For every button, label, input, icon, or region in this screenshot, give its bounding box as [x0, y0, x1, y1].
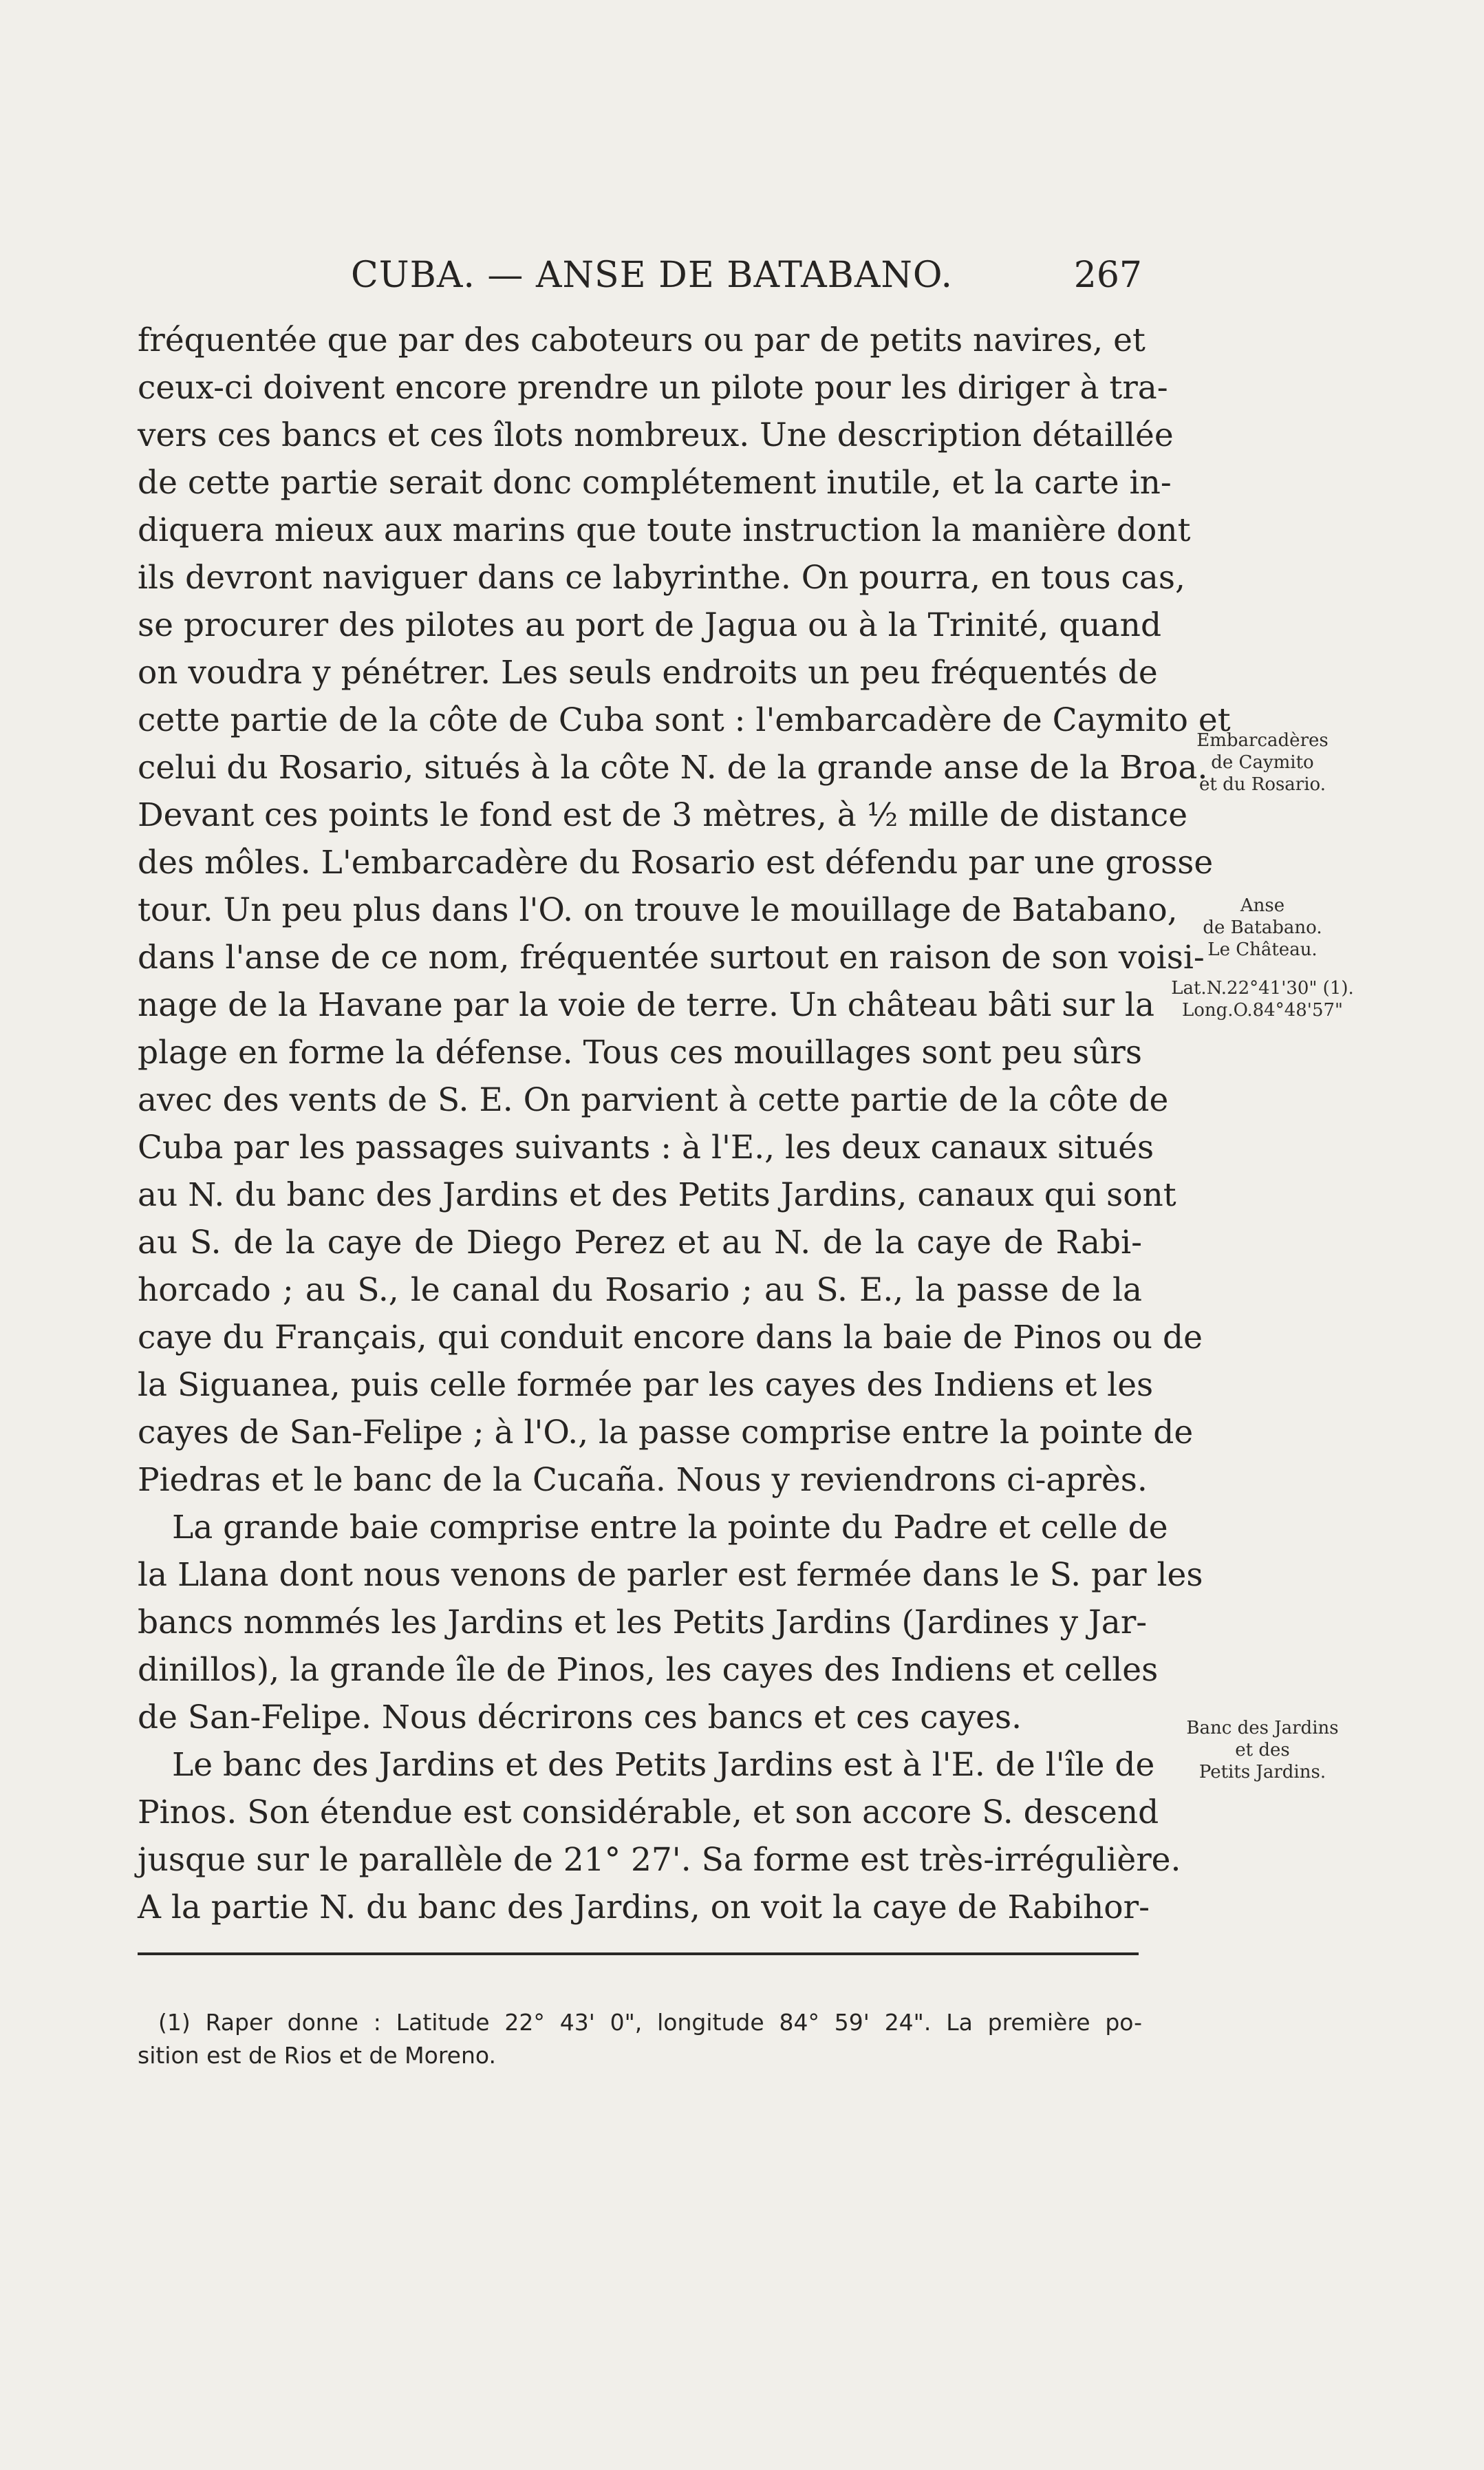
text-line: jusque sur le parallèle de 21° 27'. Sa forme est très-irrégulière.	[138, 1841, 1181, 1879]
text-line: celui du Rosario, situés à la côte N. de la grande anse de la Broa.	[138, 749, 1208, 787]
text-line: avec des vents de S. E. On parvient à cette partie de la côte de	[138, 1081, 1169, 1119]
margin-note-banc	[1149, 1717, 1376, 1783]
text-line: A la partie N. du banc des Jardins, on voit la caye de Rabihor-	[138, 1888, 1150, 1926]
text-line: cayes de San-Felipe ; à l'O., la passe comprise entre la pointe de	[138, 1414, 1194, 1451]
margin-note-line: Anse	[1240, 895, 1285, 916]
text-line: Piedras et le banc de la Cucaña. Nous y reviendrons ci-après.	[138, 1461, 1148, 1499]
text-line: dans l'anse de ce nom, fréquentée surtout en raison de son voisi-	[138, 939, 1205, 977]
page-number: 267	[1073, 255, 1142, 296]
text-line: se procurer des pilotes au port de Jagua ou à la Trinité, quand	[138, 606, 1162, 644]
text-line: dinillos), la grande île de Pinos, les cayes des Indiens et celles	[138, 1651, 1159, 1689]
margin-note-line: Petits Jardins.	[1198, 1762, 1326, 1782]
text-line: Devant ces points le fond est de 3 mètres, à ½ mille de distance	[138, 796, 1188, 834]
text-line: tour. Un peu plus dans l'O. on trouve le mouillage de Batabano,	[138, 891, 1178, 929]
text-line: vers ces bancs et ces îlots nombreux. Une description détaillée	[138, 416, 1174, 454]
margin-note-line: et du Rosario.	[1198, 774, 1326, 795]
text-line: ils devront naviguer dans ce labyrinthe. On pourra, en tous cas,	[138, 559, 1185, 597]
margin-note-anse	[1149, 895, 1376, 961]
text-line: bancs nommés les Jardins et les Petits Jardins (Jardines y Jar-	[138, 1604, 1148, 1641]
margin-note-coordinates	[1146, 977, 1379, 1021]
text-line: Le banc des Jardins et des Petits Jardins est à l'E. de l'île de	[172, 1746, 1155, 1784]
text-line: La grande baie comprise entre la pointe du Padre et celle de	[172, 1509, 1168, 1546]
margin-note-line: Embarcadères	[1196, 730, 1329, 751]
footnote	[138, 2006, 1142, 2072]
text-line: caye du Français, qui conduit encore dans la baie de Pinos ou de	[138, 1319, 1203, 1356]
margin-note-line: et des	[1235, 1740, 1290, 1760]
footnote-line: (1) Raper donne : Latitude 22° 43' 0", longitude 84° 59' 24". La première po-	[158, 2009, 1142, 2036]
margin-note-line: Lat.N.22°41'30" (1).	[1171, 978, 1354, 999]
text-line: des môles. L'embarcadère du Rosario est défendu par une grosse	[138, 844, 1214, 882]
text-line: Cuba par les passages suivants : à l'E., les deux canaux situés	[138, 1129, 1154, 1167]
text-line: cette partie de la côte de Cuba sont : l'embarcadère de Caymito et	[138, 701, 1231, 739]
text-line: ceux-ci doivent encore prendre un pilote pour les diriger à tra-	[138, 369, 1168, 407]
margin-note-line: Le Château.	[1207, 939, 1318, 960]
margin-note-line: de Batabano.	[1203, 917, 1322, 938]
page-title: CUBA. — ANSE DE BATABANO.	[351, 255, 954, 296]
main-text	[138, 317, 1231, 1931]
text-line: on voudra y pénétrer. Les seuls endroits un peu fréquentés de	[138, 654, 1158, 692]
margin-note-line: Long.O.84°48'57"	[1182, 1000, 1343, 1021]
text-line: la Llana dont nous venons de parler est fermée dans le S. par les	[138, 1556, 1203, 1594]
text-line: nage de la Havane par la voie de terre. Un château bâti sur la	[138, 986, 1155, 1024]
footnote-divider	[138, 1952, 1139, 1955]
text-line: au S. de la caye de Diego Perez et au N. de la caye de Rabi-	[138, 1224, 1142, 1261]
text-line: Pinos. Son étendue est considérable, et son accore S. descend	[138, 1793, 1159, 1831]
margin-note-line: Banc des Jardins	[1186, 1718, 1339, 1738]
margin-note-embarcaderes	[1149, 730, 1376, 796]
footnote-line: sition est de Rios et de Moreno.	[138, 2042, 496, 2069]
text-line: horcado ; au S., le canal du Rosario ; au S. E., la passe de la	[138, 1271, 1142, 1309]
text-line: au N. du banc des Jardins et des Petits Jardins, canaux qui sont	[138, 1176, 1176, 1214]
text-line: plage en forme la défense. Tous ces mouillages sont peu sûrs	[138, 1034, 1143, 1072]
text-line: diquera mieux aux marins que toute instruction la manière dont	[138, 511, 1191, 549]
text-line: de cette partie serait donc complétement inutile, et la carte in-	[138, 464, 1172, 502]
text-line: fréquentée que par des caboteurs ou par de petits navires, et	[138, 321, 1146, 359]
text-line: de San-Felipe. Nous décrirons ces bancs et ces cayes.	[138, 1699, 1022, 1736]
text-line: la Siguanea, puis celle formée par les cayes des Indiens et les	[138, 1366, 1154, 1404]
running-header	[138, 255, 1142, 303]
margin-note-line: de Caymito	[1211, 752, 1314, 773]
